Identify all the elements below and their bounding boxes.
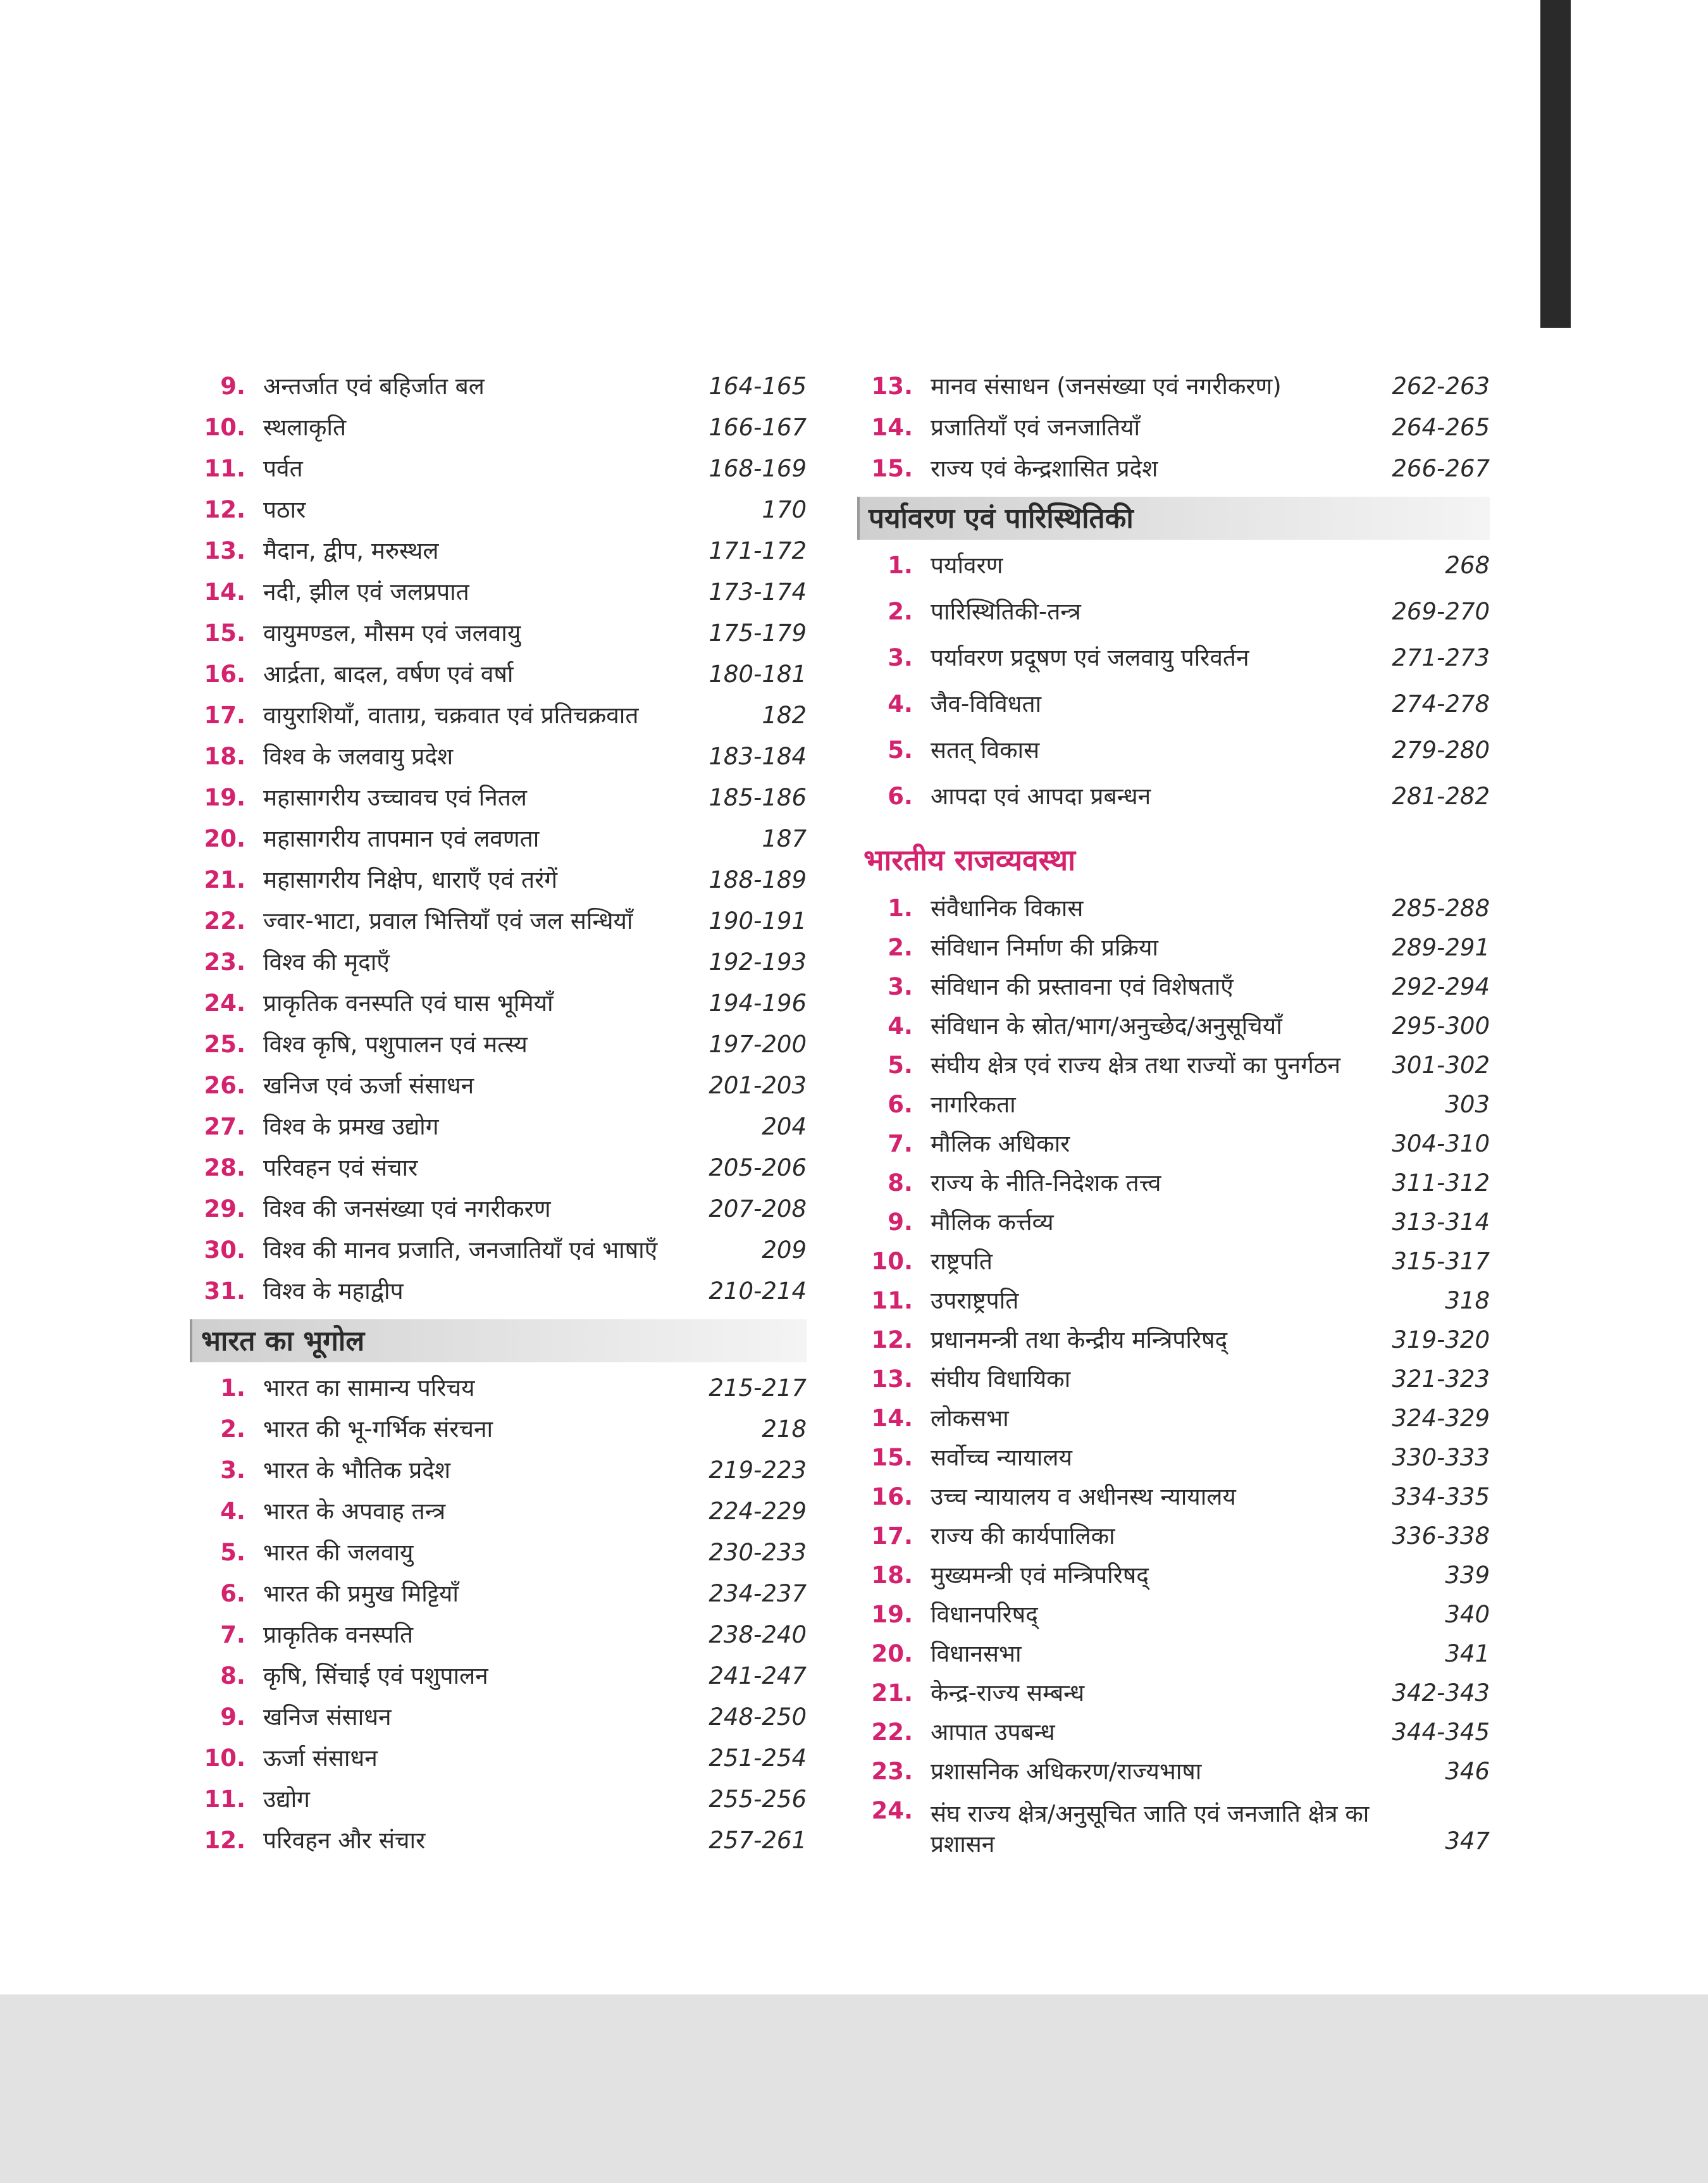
entry-page-range: 295-300 (1392, 1012, 1490, 1040)
entry-page-range: 180-181 (709, 661, 807, 688)
toc-entry[interactable] (857, 1123, 1490, 1162)
entry-title: लोकसभा (931, 1405, 1009, 1432)
toc-entry[interactable] (857, 966, 1490, 1005)
entry-title: विश्व की जनसंख्या एवं नगरीकरण (263, 1195, 551, 1222)
toc-entry[interactable] (190, 1409, 807, 1450)
toc-entry[interactable] (857, 1476, 1490, 1515)
toc-entry[interactable] (857, 1241, 1490, 1280)
entry-number: 20. (871, 1640, 913, 1667)
entry-number: 29. (204, 1195, 245, 1222)
entry-title: विश्व के महाद्वीप (263, 1278, 404, 1305)
entry-number: 27. (204, 1113, 245, 1140)
entry-number: 14. (204, 578, 245, 606)
toc-entry[interactable] (190, 942, 807, 983)
toc-entry[interactable] (190, 448, 807, 489)
entry-number: 2. (220, 1415, 245, 1443)
entry-page-range: 188-189 (709, 866, 807, 893)
toc-entry[interactable] (190, 900, 807, 942)
entry-title: नागरिकता (931, 1091, 1016, 1118)
entry-page-range: 262-263 (1392, 373, 1490, 400)
toc-entry[interactable] (857, 730, 1490, 776)
toc-entry[interactable] (857, 637, 1490, 683)
entry-page-range: 210-214 (709, 1278, 807, 1305)
entry-page-range: 269-270 (1392, 598, 1490, 625)
entry-page-range: 183-184 (709, 743, 807, 770)
entry-page-range: 342-343 (1392, 1679, 1490, 1707)
entry-number: 14. (871, 1405, 913, 1432)
section-title: पर्यावरण एवं पारिस्थितिकी (869, 502, 1134, 535)
entry-number: 9. (888, 1209, 913, 1236)
entry-number: 3. (220, 1457, 245, 1484)
toc-entry[interactable] (190, 695, 807, 736)
toc-entry[interactable] (190, 1614, 807, 1655)
toc-entry[interactable] (190, 1229, 807, 1271)
entry-title: परिवहन और संचार (263, 1827, 426, 1854)
toc-entry[interactable] (190, 777, 807, 818)
entry-title: भारत के अपवाह तन्त्र (263, 1498, 446, 1525)
entry-title: मौलिक कर्त्तव्य (931, 1209, 1054, 1236)
toc-entry[interactable] (190, 1779, 807, 1820)
entry-title: प्रशासनिक अधिकरण/राज्यभाषा (931, 1758, 1202, 1785)
entry-title: संविधान निर्माण की प्रक्रिया (931, 934, 1158, 961)
entry-title: आर्द्रता, बादल, वर्षण एवं वर्षा (263, 661, 514, 688)
section-title: भारतीय राजव्यवस्था (863, 843, 1076, 877)
entry-page-range: 205-206 (709, 1154, 807, 1181)
entry-title: संवैधानिक विकास (931, 895, 1084, 922)
toc-entry[interactable] (190, 366, 807, 407)
entry-page-range: 173-174 (709, 578, 807, 606)
entry-title: केन्द्र-राज्य सम्बन्ध (931, 1679, 1085, 1707)
entry-number: 10. (204, 414, 245, 441)
entry-title: राज्य एवं केन्द्रशासित प्रदेश (931, 455, 1158, 482)
entry-page-range: 207-208 (709, 1195, 807, 1222)
entry-page-range: 279-280 (1392, 737, 1490, 764)
entry-number: 19. (871, 1601, 913, 1628)
entry-title: भारत का सामान्य परिचय (263, 1374, 475, 1402)
entry-page-range: 248-250 (709, 1703, 807, 1731)
entry-title: आपात उपबन्ध (931, 1719, 1055, 1746)
toc-polity-list (857, 888, 1490, 1858)
entry-page-range: 187 (762, 825, 807, 852)
entry-page-range: 170 (762, 496, 807, 523)
toc-entry[interactable] (190, 1532, 807, 1573)
entry-title: ज्वार-भाटा, प्रवाल भित्तियाँ एवं जल सन्धियाँ (263, 907, 633, 935)
entry-page-range: 185-186 (709, 784, 807, 811)
entry-page-range: 301-302 (1392, 1052, 1490, 1079)
entry-title: संघ राज्य क्षेत्र/अनुसूचित जाति एवं जनजाति क्षेत्र का प्रशासन (931, 1800, 1370, 1858)
toc-entry[interactable] (190, 1655, 807, 1696)
entry-number: 8. (888, 1169, 913, 1197)
entry-number: 7. (888, 1130, 913, 1157)
entry-number: 4. (888, 1012, 913, 1040)
toc-entry[interactable] (190, 1147, 807, 1188)
toc-entry[interactable] (190, 407, 807, 448)
entry-page-range: 292-294 (1392, 973, 1490, 1000)
entry-title: विश्व की मृदाएँ (263, 948, 390, 976)
entry-number: 12. (871, 1326, 913, 1353)
entry-title: पर्यावरण (931, 552, 1003, 579)
entry-number: 15. (204, 619, 245, 647)
toc-entry[interactable] (857, 888, 1490, 927)
section-header-india-geography (190, 1319, 807, 1362)
entry-title: संघीय क्षेत्र एवं राज्य क्षेत्र तथा राज्यों का पुनर्गठन (931, 1052, 1340, 1079)
entry-title: मैदान, द्वीप, मरुस्थल (263, 537, 439, 564)
entry-number: 25. (204, 1031, 245, 1058)
footer-band (0, 1994, 1708, 2183)
entry-number: 10. (204, 1745, 245, 1772)
entry-page-range: 230-233 (709, 1539, 807, 1566)
entry-page-range: 197-200 (709, 1031, 807, 1058)
entry-number: 5. (220, 1539, 245, 1566)
entry-title: खनिज एवं ऊर्जा संसाधन (263, 1072, 474, 1099)
entry-title: प्राकृतिक वनस्पति (263, 1621, 414, 1648)
entry-number: 11. (204, 455, 245, 482)
entry-title: संविधान के स्रोत/भाग/अनुच्छेद/अनुसूचियाँ (931, 1012, 1282, 1040)
toc-entry[interactable] (190, 1367, 807, 1409)
toc-right-column (857, 366, 1490, 1858)
entry-title: प्रधानमन्त्री तथा केन्द्रीय मन्त्रिपरिषद् (931, 1326, 1228, 1353)
entry-number: 21. (204, 866, 245, 893)
entry-title: ऊर्जा संसाधन (263, 1745, 378, 1772)
entry-page-range: 321-323 (1392, 1365, 1490, 1393)
chapter-tab-marker (1540, 0, 1571, 328)
entry-page-range: 330-333 (1392, 1444, 1490, 1471)
entry-number: 23. (871, 1758, 913, 1785)
entry-page-range: 266-267 (1392, 455, 1490, 482)
entry-number: 28. (204, 1154, 245, 1181)
entry-number: 5. (888, 737, 913, 764)
entry-number: 6. (888, 1091, 913, 1118)
entry-page-range: 182 (762, 702, 807, 729)
entry-page-range: 164-165 (709, 373, 807, 400)
entry-title: मानव संसाधन (जनसंख्या एवं नगरीकरण) (931, 373, 1282, 400)
entry-number: 12. (204, 1827, 245, 1854)
toc-entry[interactable] (190, 818, 807, 859)
entry-page-range: 347 (1445, 1827, 1490, 1855)
toc-entry[interactable] (857, 776, 1490, 822)
entry-title: पारिस्थितिकी-तन्त्र (931, 598, 1081, 625)
entry-page-range: 171-172 (709, 537, 807, 564)
toc-entry[interactable] (857, 448, 1490, 489)
toc-left-column (190, 366, 807, 1861)
entry-number: 24. (871, 1797, 913, 1824)
toc-entry[interactable] (857, 1555, 1490, 1594)
entry-title: पर्यावरण प्रदूषण एवं जलवायु परिवर्तन (931, 644, 1249, 671)
toc-entry[interactable] (190, 613, 807, 654)
toc-entry[interactable] (190, 571, 807, 613)
entry-page-range: 194-196 (709, 990, 807, 1017)
entry-title: भारत की भू-गर्भिक संरचना (263, 1415, 493, 1443)
entry-number: 5. (888, 1052, 913, 1079)
entry-title: वायुमण्डल, मौसम एवं जलवायु (263, 619, 521, 647)
entry-page-range: 234-237 (709, 1580, 807, 1607)
entry-number: 23. (204, 948, 245, 976)
toc-entry[interactable] (857, 1790, 1490, 1858)
entry-number: 22. (871, 1719, 913, 1746)
entry-number: 14. (871, 414, 913, 441)
entry-title: परिवहन एवं संचार (263, 1154, 418, 1181)
entry-page-range: 281-282 (1392, 783, 1490, 810)
entry-title: महासागरीय उच्चावच एवं नितल (263, 784, 527, 811)
entry-title: अन्तर्जात एवं बहिर्जात बल (263, 373, 485, 400)
entry-title: भारत की जलवायु (263, 1539, 414, 1566)
toc-entry[interactable] (857, 1751, 1490, 1790)
toc-entry[interactable] (857, 407, 1490, 448)
entry-page-range: 318 (1445, 1287, 1490, 1314)
entry-number: 9. (220, 373, 245, 400)
toc-entry[interactable] (857, 1280, 1490, 1319)
entry-title: सर्वोच्च न्यायालय (931, 1444, 1072, 1471)
toc-entry[interactable] (857, 1437, 1490, 1476)
entry-number: 9. (220, 1703, 245, 1731)
toc-entry[interactable] (190, 736, 807, 777)
entry-page-range: 268 (1445, 552, 1490, 579)
entry-number: 21. (871, 1679, 913, 1707)
entry-title: विधानपरिषद् (931, 1601, 1038, 1628)
entry-page-range: 209 (762, 1236, 807, 1264)
entry-title: उपराष्ट्रपति (931, 1287, 1019, 1314)
toc-entry[interactable] (190, 1024, 807, 1065)
toc-world-geography-list (190, 366, 807, 1312)
entry-title: मुख्यमन्त्री एवं मन्त्रिपरिषद् (931, 1562, 1149, 1589)
toc-entry[interactable] (190, 654, 807, 695)
entry-page-range: 224-229 (709, 1498, 807, 1525)
toc-entry[interactable] (190, 1491, 807, 1532)
entry-page-range: 219-223 (709, 1457, 807, 1484)
toc-entry[interactable] (190, 1573, 807, 1614)
entry-title: उद्योग (263, 1786, 310, 1813)
toc-entry[interactable] (857, 683, 1490, 730)
entry-title: विश्व के जलवायु प्रदेश (263, 743, 454, 770)
entry-number: 2. (888, 598, 913, 625)
entry-title: राष्ट्रपति (931, 1248, 993, 1275)
section-header-polity (857, 836, 1490, 885)
entry-page-range: 257-261 (709, 1827, 807, 1854)
entry-page-range: 304-310 (1392, 1130, 1490, 1157)
entry-page-range: 324-329 (1392, 1405, 1490, 1432)
entry-title: कृषि, सिंचाई एवं पशुपालन (263, 1662, 488, 1689)
entry-page-range: 204 (762, 1113, 807, 1140)
toc-environment-list (857, 545, 1490, 822)
entry-title: स्थलाकृति (263, 414, 347, 441)
entry-number: 3. (888, 644, 913, 671)
entry-title: विधानसभा (931, 1640, 1022, 1667)
entry-number: 13. (871, 373, 913, 400)
entry-number: 10. (871, 1248, 913, 1275)
entry-title: प्रजातियाँ एवं जनजातियाँ (931, 414, 1141, 441)
entry-number: 22. (204, 907, 245, 935)
entry-page-range: 339 (1445, 1562, 1490, 1589)
entry-number: 13. (204, 537, 245, 564)
entry-number: 11. (204, 1786, 245, 1813)
toc-entry[interactable] (857, 591, 1490, 637)
entry-number: 1. (888, 895, 913, 922)
toc-entry[interactable] (857, 927, 1490, 966)
entry-number: 3. (888, 973, 913, 1000)
entry-number: 4. (888, 690, 913, 718)
entry-number: 18. (871, 1562, 913, 1589)
entry-title: राज्य की कार्यपालिका (931, 1522, 1115, 1550)
entry-page-range: 192-193 (709, 948, 807, 976)
entry-page-range: 274-278 (1392, 690, 1490, 718)
toc-entry[interactable] (190, 859, 807, 900)
toc-entry[interactable] (857, 1359, 1490, 1398)
toc-entry[interactable] (190, 1065, 807, 1106)
entry-number: 1. (888, 552, 913, 579)
entry-page-range: 313-314 (1392, 1209, 1490, 1236)
entry-title: विश्व के प्रमख उद्योग (263, 1113, 439, 1140)
toc-entry[interactable] (857, 1398, 1490, 1437)
entry-page-range: 190-191 (709, 907, 807, 935)
entry-page-range: 341 (1445, 1640, 1490, 1667)
toc-entry[interactable] (190, 1450, 807, 1491)
entry-title: संघीय विधायिका (931, 1365, 1071, 1393)
entry-title: आपदा एवं आपदा प्रबन्धन (931, 783, 1151, 810)
toc-entry[interactable] (857, 1515, 1490, 1555)
entry-number: 17. (871, 1522, 913, 1550)
entry-title: विश्व की मानव प्रजाति, जनजातियाँ एवं भाषाएँ (263, 1236, 658, 1264)
entry-page-range: 218 (762, 1415, 807, 1443)
entry-title: प्राकृतिक वनस्पति एवं घास भूमियाँ (263, 990, 554, 1017)
entry-page-range: 289-291 (1392, 934, 1490, 961)
entry-page-range: 346 (1445, 1758, 1490, 1785)
entry-title: मौलिक अधिकार (931, 1130, 1070, 1157)
entry-number: 20. (204, 825, 245, 852)
entry-page-range: 238-240 (709, 1621, 807, 1648)
entry-title: विश्व कृषि, पशुपालन एवं मत्स्य (263, 1031, 528, 1058)
entry-title: जैव-विविधता (931, 690, 1042, 718)
entry-page-range: 344-345 (1392, 1719, 1490, 1746)
entry-number: 6. (888, 783, 913, 810)
toc-entry[interactable] (857, 366, 1490, 407)
entry-page-range: 255-256 (709, 1786, 807, 1813)
entry-title: वायुराशियाँ, वाताग्र, चक्रवात एवं प्रतिचक्रवात (263, 702, 639, 729)
entry-page-range: 271-273 (1392, 644, 1490, 671)
toc-continued-list (857, 366, 1490, 489)
entry-page-range: 215-217 (709, 1374, 807, 1402)
entry-number: 26. (204, 1072, 245, 1099)
entry-page-range: 168-169 (709, 455, 807, 482)
toc-entry[interactable] (857, 1162, 1490, 1202)
entry-title: खनिज संसाधन (263, 1703, 392, 1731)
toc-india-geography-list (190, 1367, 807, 1861)
entry-number: 4. (220, 1498, 245, 1525)
entry-number: 16. (871, 1483, 913, 1510)
entry-title: भारत के भौतिक प्रदेश (263, 1457, 451, 1484)
entry-number: 1. (220, 1374, 245, 1402)
entry-title: संविधान की प्रस्तावना एवं विशेषताएँ (931, 973, 1234, 1000)
entry-title: महासागरीय निक्षेप, धाराएँ एवं तरंगें (263, 866, 558, 893)
toc-entry[interactable] (857, 1005, 1490, 1045)
entry-number: 13. (871, 1365, 913, 1393)
entry-number: 15. (871, 455, 913, 482)
entry-number: 2. (888, 934, 913, 961)
entry-title: पर्वत (263, 455, 303, 482)
entry-page-range: 311-312 (1392, 1169, 1490, 1197)
entry-page-range: 315-317 (1392, 1248, 1490, 1275)
entry-number: 11. (871, 1287, 913, 1314)
entry-number: 6. (220, 1580, 245, 1607)
entry-title: राज्य के नीति-निदेशक तत्त्व (931, 1169, 1161, 1197)
toc-entry[interactable] (857, 1319, 1490, 1359)
toc-entry[interactable] (190, 489, 807, 530)
entry-title: सतत् विकास (931, 737, 1040, 764)
entry-number: 16. (204, 661, 245, 688)
toc-entry[interactable] (190, 1820, 807, 1861)
entry-page-range: 175-179 (709, 619, 807, 647)
entry-number: 30. (204, 1236, 245, 1264)
toc-entry[interactable] (190, 1696, 807, 1738)
entry-number: 12. (204, 496, 245, 523)
toc-entry[interactable] (190, 530, 807, 571)
entry-page-range: 166-167 (709, 414, 807, 441)
toc-entry[interactable] (857, 1712, 1490, 1751)
entry-page-range: 340 (1445, 1601, 1490, 1628)
entry-page-range: 303 (1445, 1091, 1490, 1118)
entry-page-range: 334-335 (1392, 1483, 1490, 1510)
entry-number: 19. (204, 784, 245, 811)
entry-number: 31. (204, 1278, 245, 1305)
entry-page-range: 319-320 (1392, 1326, 1490, 1353)
entry-page-range: 336-338 (1392, 1522, 1490, 1550)
entry-title: नदी, झील एवं जलप्रपात (263, 578, 469, 606)
entry-number: 7. (220, 1621, 245, 1648)
toc-entry[interactable] (857, 1672, 1490, 1712)
section-title: भारत का भूगोल (201, 1325, 365, 1357)
section-header-environment (857, 497, 1490, 540)
entry-title: महासागरीय तापमान एवं लवणता (263, 825, 540, 852)
entry-page-range: 201-203 (709, 1072, 807, 1099)
toc-entry[interactable] (190, 983, 807, 1024)
toc-entry[interactable] (190, 1738, 807, 1779)
entry-title: उच्च न्यायालय व अधीनस्थ न्यायालय (931, 1483, 1236, 1510)
entry-page-range: 285-288 (1392, 895, 1490, 922)
entry-number: 17. (204, 702, 245, 729)
toc-entry[interactable] (857, 1084, 1490, 1123)
entry-number: 18. (204, 743, 245, 770)
toc-entry[interactable] (857, 1045, 1490, 1084)
entry-page-range: 241-247 (709, 1662, 807, 1689)
entry-title: भारत की प्रमुख मिट्टियाँ (263, 1580, 459, 1607)
toc-entry[interactable] (190, 1106, 807, 1147)
toc-entry[interactable] (857, 1594, 1490, 1633)
entry-page-range: 251-254 (709, 1745, 807, 1772)
toc-entry[interactable] (857, 1633, 1490, 1672)
entry-page-range: 264-265 (1392, 414, 1490, 441)
entry-number: 15. (871, 1444, 913, 1471)
entry-number: 24. (204, 990, 245, 1017)
toc-entry[interactable] (857, 1202, 1490, 1241)
entry-title: पठार (263, 496, 306, 523)
toc-entry[interactable] (857, 545, 1490, 591)
toc-entry[interactable] (190, 1271, 807, 1312)
entry-number: 8. (220, 1662, 245, 1689)
toc-entry[interactable] (190, 1188, 807, 1229)
